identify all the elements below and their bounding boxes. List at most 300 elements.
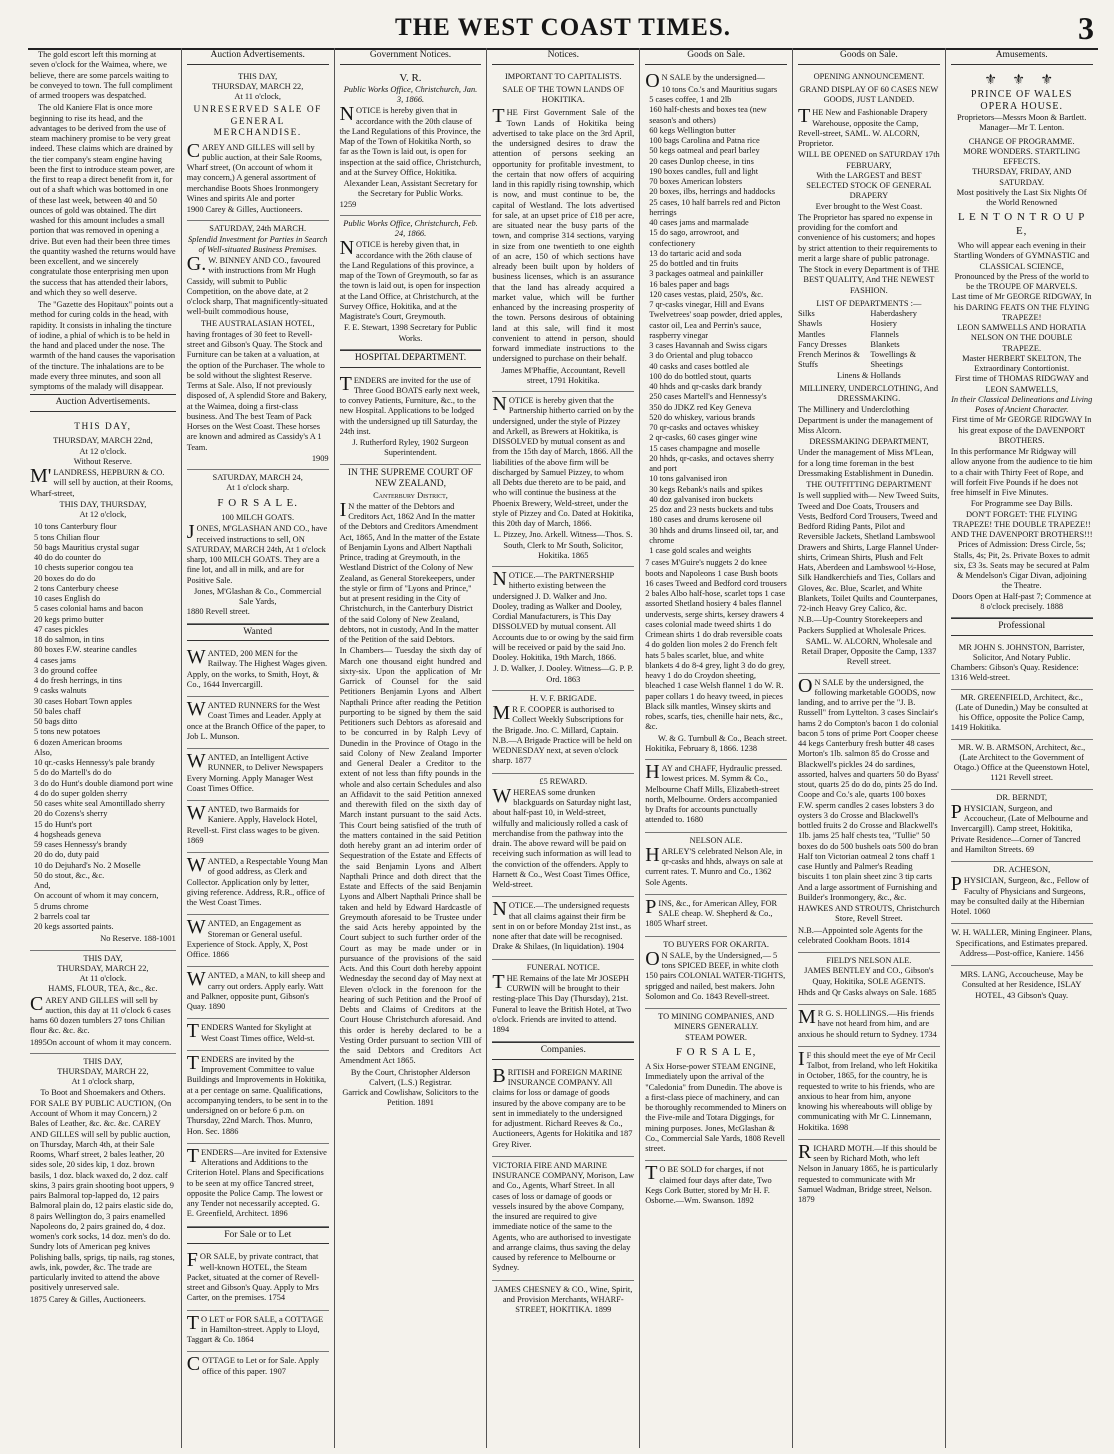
list-item: Blankets <box>870 339 900 349</box>
auction-goats <box>187 470 329 623</box>
list-item: 5 tons new potatoes <box>34 727 101 737</box>
list-item: 18 do salmon, in tins <box>34 635 105 645</box>
section-goods-on-sale: Goods on Sale. <box>645 48 787 65</box>
section-government-notices: Government Notices. <box>340 48 482 65</box>
ad-footer: 1909 <box>311 453 329 463</box>
list-item: 10 tons Co.'s and Mauritius sugars <box>661 84 778 94</box>
act-listing: LEON SAMWELLS AND HORATIA NELSON ON THE DOUBLE TRAPEZE. <box>957 323 1087 353</box>
ad-body: Under the management of Miss M'Lean, for a long time foreman in the best Dressmaking Establishment in Dunedin. <box>797 448 934 478</box>
ad-date: THURSDAY, MARCH 22, <box>212 81 304 91</box>
column-6 <box>792 48 945 1448</box>
list-item: 50 cases white seal Amontillado sherry <box>34 799 165 809</box>
notice-heading: IMPORTANT TO CAPITALISTS. <box>504 71 622 81</box>
ad-heading: DON'T FORGET: THE FLYING TRAPEZE! THE DOUBLE TRAPEZE!! AND THE DAVENPORT BROTHERS!!! <box>950 509 1093 540</box>
list-item: 3 cases Havannah and Swiss cigars <box>649 341 768 351</box>
ad-heading: DRESSMAKING DEPARTMENT, <box>809 437 929 447</box>
ad-date: THURSDAY, MARCH 22, <box>57 1067 149 1077</box>
goods-hay-chaff <box>645 760 787 833</box>
wanted-ad <box>187 645 329 697</box>
court-body: In Chambers— Tuesday the sixth day of March one thousand eight hundred and sixty-six. Upon the application of Mr Garrick of Counsel for the said Petitioners Benjamin Lyons and Albert Napthali Prince after reading the Petition purporting to be signed by them the said Petitioners such Debtors as aforesaid and to be concurred in by Ralph Levy of Dunedin in the Province of Otago in the said Colony of New Zealand Importer and General Dealer a Creditor to the extent of not less than fifty pounds in the whole and also certain Schedules and also an Affidavit to the said Petition annexed and therewith filed on the sixth day of March instant pursuant to the said Acts. This Court being satisfied of the truth of the matters contained in the said Petition doth hereby grant an ad interim order of Sequestration of the Estate and Effects of the said Benjamin Lyons and Albert Napthali Prince and doth direct that the Estate and Effects of the said Benjamin Lyons and Albert Napthali Prince shall be taken and held by Edward Hardcastle of Greymouth aforesaid to be Trustee under the said Acts hereby appointed by the Court subject to such further order of the Court as may be made under or in pursuance of the provisions of the said Acts. And this Court doth hereby appoint Wednesday the second day of May next at Eleven o'clock in the forenoon for the hearing of such Petition and the Proof of Debts and Claims of Creditors at the Court House Christchurch aforesaid. And this order is hereby declared to be a Vesting Order pursuant to section VIII of the said Debtors and Creditors Act Amendment Act 1865. <box>339 646 482 1066</box>
goods-item-list <box>645 85 787 557</box>
act-listing: Last time of Mr GEORGE RIDGWAY, In his DARING FEATS ON THE FLYING TRAPEZE! <box>951 292 1092 322</box>
list-item: 4 do fresh herrings, in tins <box>34 676 122 686</box>
company-chesney <box>492 1281 634 1322</box>
list-item: Mantles <box>797 329 825 339</box>
ad-signature: Jones, M'Glashan & Co., Commercial Sale Yards, <box>194 586 322 607</box>
ad-body: ON SALE by the undersigned, the following marketable GOODS, now landing, and to arrive per the "J. B. Russell" from Lyttelton. 3 cases Sinclair's hams 2 do Compton's bacon 1 do colonial bacon 5 tons of prime Port Cooper cheese 44 kegs Canterbury fresh butter 48 cases Morton's 1lb. salmon 85 do Crosse and Blackwell's pickles 24 do sardines, assorted, halves and quarters 50 do Byass' stout, quarts 25 do do do, pints 25 do Ind. Coope and Co.'s ale, quarts 100 boxes F.W. sperm candles 2 cases lobsters 3 do oysters 3 do Crosse and Blackwell's bottled fruits 2 do Crosse and Blackwell's 1lb. jams 25 half chests tea, "Tullie" 50 boxes do do 500 bushels oats 500 do bran Half ton Victorian oatmeal 2 tons chaff 1 case Huntly and Palmer's Reading biscuits 1 ton plain sheet zinc 3 tip carts And a large assortment of Furnishing and Builder's Ironmongery, &c., &c. <box>797 674 939 902</box>
list-item: Flannels <box>870 329 899 339</box>
ad-footer: Hhds and Qr Casks always on Sale. 1685 <box>797 987 937 997</box>
column-3 <box>334 48 487 1448</box>
list-item: And, <box>34 881 51 891</box>
ad-body: HARLEY'S celebrated Nelson Ale, in qr-casks and hhds, always on sale at current rates. T. Munro and Co., 1362 Sole Agents. <box>645 843 783 887</box>
list-item: 100 do do bottled stout, quarts <box>649 371 752 381</box>
list-item: 120 cases vestas, plaid, 250's, &c. <box>649 289 764 299</box>
act-listing: In their Classical Delineations and Living Poses of Ancient Character. <box>951 394 1093 415</box>
ad-intro: ON SALE by the undersigned— <box>645 69 765 92</box>
news-escort: The gold escort left this morning at seven o'clock for the Waimea, where, we believe, there are some parcels waiting to be conveyed to town. The full compliment of armed troopers was despatched. <box>30 50 173 100</box>
ad-heading: SATURDAY, 24th MARCH. <box>209 224 307 234</box>
list-item: Silks <box>797 309 815 319</box>
section-companies: Companies. <box>492 1042 634 1060</box>
notice-heading: FUNERAL NOTICE. <box>526 962 600 972</box>
for-sale-ad <box>187 1248 329 1310</box>
ad-body: TENDERS Wanted for Skylight at West Coast Times office, Weld-st. <box>186 1020 315 1043</box>
ad-body: The Millinery and Underclothing Department is under the management of Miss Alcorn. <box>797 405 933 435</box>
court-heading: IN THE SUPREME COURT OF NEW ZEALAND, <box>347 467 474 490</box>
ad-heading: MILLINERY, UNDERCLOTHING, And DRESSMAKING. <box>799 383 939 404</box>
ad-body: MR. GREENFIELD, Architect, &c., (Late of Dunedin,) May be consulted at his Office, opposite the Police Camp, <box>955 692 1088 723</box>
ad-heading: NELSON ALE. <box>689 835 743 845</box>
prof-johnston <box>951 640 1093 690</box>
goods-nelson-ale <box>645 833 787 895</box>
ad-heading: LIST OF DEPARTMENTS :— <box>816 298 922 308</box>
list-item: 50 bags ditto <box>34 717 78 727</box>
list-item: 47 cases pickles <box>34 624 88 634</box>
court-signature: Garrick and Cowlishaw, Solicitors to the Petition. 1891 <box>342 1088 479 1108</box>
column-7 <box>945 48 1098 1448</box>
list-item: 180 cases and drums kerosene oil <box>649 515 762 525</box>
list-item: 6 dozen American brooms <box>34 737 123 747</box>
list-item: 13 do tartaric acid and soda <box>649 248 742 258</box>
notice-body: NOTICE is hereby given that the Partnership hitherto carried on by the undersigned, under the style of Pizzey and Arkell, as Brewers at Hokitika, is DISSOLVED by mutual consent as and from the 15th day of March, 1866. All the liabilities of the above firm will be discharged by Samuel Pizzey, to whom all Debts due thereto are to be paid, and who will continue the business at the Phoenix Brewery, Weld-street, under the style of Pizzey and Co. Dated at Hokitika, this 20th day of March, 1866. <box>492 393 634 529</box>
list-item: 20 hhds, qr-casks, and octaves sherry and port <box>649 453 774 474</box>
court-district: Canterbury District, <box>373 490 448 500</box>
ad-heading: FIELD'S NELSON ALE. <box>826 956 912 966</box>
ad-body: MRS. LANG, Accoucheuse, May be Consulted at her Residence, ISLAY HOTEL, 43 Gibson's Quay. <box>960 970 1084 1000</box>
prince-of-wales-feathers-icon: ⚜ ⚜ ⚜ <box>984 72 1059 88</box>
ad-time: At 12 o'clock, <box>79 510 127 520</box>
ad-heading: HAMS, FLOUR, TEA, &c., &c. <box>48 984 158 994</box>
notice-signature: J. D. Walker, J. Dooley. Witness—G. P. P. Ord. 1863 <box>493 664 634 684</box>
court-body: IN the matter of the Debtors and Creditors Act, 1862 And In the matter of the Debtors and Creditors Amendment Act, 1865, And In the matter of the Estate of Benjamin Lyons and Albert Napthali Prince, trading at Greymouth, in the Westland District of the Colony of New Zealand, as General Storekeepers, under the style or firm of "Lyons and Prince," but at present residing in the City of Christchurch, in the Canterbury District of the said Colony of New Zealand, debtors, not in custody, And In the matter of the Petition of the said Debtors. <box>339 498 480 645</box>
prof-armson <box>951 740 1093 790</box>
ad-body: HAY and CHAFF, Hydraulic pressed. lowest prices. M. Symm & Co., Melbourne Chaff Mills, Elizabeth-street north, Melbourne. Orders accompanied by Drafts for accounts punctually attended to. 1680 <box>645 761 783 825</box>
ad-time: At 1 o'clock sharp, <box>71 1077 135 1087</box>
list-item: 15 do sago, arrowroot, and confectionery <box>649 228 739 248</box>
list-item: 50 kegs oatmeal and pearl barley <box>649 146 760 156</box>
notice-capitalists <box>492 69 634 393</box>
ad-note: N.B.—Appointed sole Agents for the celebrated Cookham Boots. 1814 <box>797 925 923 945</box>
ad-body: M'LANDRESS, HEPBURN & CO. will sell by auction, at their Rooms, Wharf-street, <box>30 465 173 498</box>
personal-hollings <box>798 1005 940 1047</box>
ad-body: WANTED, a MAN, to kill sheep and carry out orders. Apply early. Watt and Palkner, opposite punt, Gibson's Quay. 1890 <box>186 968 325 1012</box>
list-item: 10 tons Canterbury flour <box>34 522 117 532</box>
ad-footer: 1259 <box>339 199 357 209</box>
ad-body: CAREY AND GILLES will sell by auction, this day at 11 o'clock 6 cases hams 60 dozen tumblers 27 tons Chilian flour &c. &c. &c. <box>30 992 171 1036</box>
goods-turnbull <box>645 69 787 761</box>
list-item: 10 tons galvanised iron <box>649 474 728 484</box>
list-item: 190 boxes candles, full and light <box>649 166 759 176</box>
list-item: 10 cases English do <box>34 594 101 604</box>
list-item: 2 barrels coal tar <box>34 911 91 921</box>
list-item: 20 do do, duty paid <box>34 850 99 860</box>
prof-berndt <box>951 790 1093 863</box>
wanted-ad <box>187 915 329 967</box>
ad-heading: With the LARGEST and BEST SELECTED STOCK OF GENERAL DRAPERY <box>806 170 932 201</box>
ad-body: WANTED, an Intelligent Active RUNNER, to Deliver Newspapers Every Morning. Apply Manager West Coast Times Office. <box>186 750 324 793</box>
list-item: 2 tons Canterbury cheese <box>34 583 119 593</box>
ad-body: WANTED, 200 MEN for the Railway. The Highest Wages given. Apply, on the works, to Smith, Hoyt, & Co., 1644 Invercargill. <box>186 646 328 689</box>
ad-body: In this performance Mr Ridgway will allow anyone from the audience to tie him to a chair with Thirty Feet of Rope, and will forfeit Five Pounds if he does not free himself in Five Minutes. <box>950 447 1093 498</box>
notice-heading: H. V. F. BRIGADE. <box>529 693 597 703</box>
company-victoria <box>492 1157 634 1281</box>
goods-list-continued: 7 cases M'Guire's nuggets 2 do knee boots and Napoleons 1 case Bush boots 16 cases Tweed and Bedford cord trousers 2 bales Albo half-hose, scarlet tops 1 case assorted Shetland hosiery 4 bales flannel undervests, serge shirts, kersey drawers 4 cases colonial made tweed shirts 1 do Crimean shirts 1 do drab reversible coats 4 do golden lion moles 2 do French felt hats 5 bales scarlet, blue, and white blankets 4 do 8-4 grey, light 3 do do grey, heavy 1 do do Croydon sheeting, bleached 1 case Welsh flannel 1 do W. R. paper collars 1 do heavy tweed, in pieces Black silk mantles, Winsey skirts and robes, scarfs, ties, chenille hair nets, &c., &c. <box>645 558 787 732</box>
ad-day: THIS DAY, <box>83 953 123 963</box>
ad-time: At 11 o'clock. <box>79 974 127 984</box>
ad-body: Is well supplied with— New Tweed Suits, Tweed and Doe Coats, Trousers and Vests, Bedford Cord Trousers, Tweed and Bedford Riding Pants, Pilot and Reversible Jackets, Shetland Lambswool Drawers and Shirts, Large Flannel Under-shirts, Crimean Shirts, Plush and Felt Hats, Aberdeen and Lambswool ½-Hose, Silk Handkerchiefs and Ties, Collars and Gloves, &c. Blue, Scarlet, and White Blankets, Toilet Quilts and Counterpanes, 72-inch Heavy Grey Calico, &c. <box>797 491 940 614</box>
ad-subheading: STEAM POWER. <box>685 1032 748 1042</box>
theatre-proprietors: Proprietors—Messrs Moon & Bartlett. <box>957 113 1087 123</box>
list-item: 350 do JDKZ red Key Geneva <box>649 402 752 412</box>
notice-drake <box>492 897 634 959</box>
wanted-ad <box>187 697 329 749</box>
ad-body: RICHARD MOTH.—If this should be seen by Richard Moth, who left Nelson in January 1865, he is particularly requested to communicate with Mr Samuel Wadman, Bridge street, Nelson. 1879 <box>797 1140 938 1205</box>
tender-ad <box>187 1144 329 1227</box>
ad-heading: F O R S A L E. <box>217 496 298 509</box>
ad-heading: DR. ACHESON, <box>993 865 1051 875</box>
notice-signature: L. Pizzey, Jno. Arkell. Witness—Thos. S. South, Clerk to Mr South, Solicitor, Hokitika. 1865 <box>493 530 633 560</box>
ad-footer: 1880 Revell street. <box>186 607 250 617</box>
columns <box>28 48 1098 1448</box>
list-item: 20 boxes do do do <box>34 573 96 583</box>
list-item: 70 qr-casks and octaves whiskey <box>649 423 759 433</box>
notice-signature: Alexander Lean, Assistant Secretary for the Secretary for Public Works. <box>343 179 478 199</box>
personal-moth <box>798 1140 940 1212</box>
ad-heading: 100 MILCH GOATS. <box>221 513 295 523</box>
department-list-right <box>870 309 939 371</box>
govt-notice-hokitika-map <box>340 69 482 216</box>
list-item: 5 cases coffee, 1 and 2lb <box>649 95 732 105</box>
list-item: 15 cases champagne and moselle <box>649 443 760 453</box>
ad-heading: DR. BERNDT, <box>996 792 1048 802</box>
list-item: Fancy Dresses <box>797 339 847 349</box>
list-item: 160 half-chests and boxes tea (new season's and others) <box>649 105 767 125</box>
notice-body: WHEREAS some drunken blackguards on Saturday night last, about half-past 10, in Weld-street, wilfully and maliciously rolled a cask of merchandise from the pathway into the drain. The above reward will be paid on receiving such information as will lead to the conviction of the offenders. Apply to Harnett & Co., West Coast Times Office, Weld-street. <box>492 784 632 890</box>
list-item: 5 cases colonial hams and bacon <box>34 604 144 614</box>
ad-time: At 12 o'clock. <box>79 446 127 456</box>
notice-body: NOTICE.—The PARTNERSHIP hitherto existing between the undersigned J. D. Walker and Jno. Dooley, trading as Walker and Dooley, Cordial Manufacturers, is This Day DISSOLVED by mutual consent. All Accounts due to or owing by the said firm will be received or paid by the said Jno. Dooley. Hokitika, 19th March, 1866. <box>492 568 634 663</box>
list-item: Hosiery <box>870 319 897 329</box>
list-item: 59 cases Hennessy's brandy <box>34 840 127 850</box>
list-item: 70 boxes American lobsters <box>649 177 742 187</box>
section-hospital: HOSPITAL DEPARTMENT. <box>340 350 482 368</box>
ad-body: ON SALE, by the Undersigned,— 5 tons SPICED BEEF, in white cloth 150 pairs COLONIAL WATER-TIGHTS, sprigged and nailed, best makers. John Solomon and Co. 1843 Revell-street. <box>645 947 786 1001</box>
column-1 <box>28 48 181 1448</box>
newspaper-title: THE WEST COAST TIMES. <box>395 14 731 41</box>
list-item: 100 bags Carolina and Patna rice <box>649 136 760 146</box>
list-item: Linens & Hollands <box>837 370 901 380</box>
column-2 <box>181 48 334 1448</box>
ad-time: At 11 o'clock, <box>234 92 281 102</box>
notice-heading: £5 REWARD. <box>539 776 588 786</box>
list-item: 3 do ground coffee <box>34 665 98 675</box>
list-item: 16 bales paper and bags <box>649 279 730 289</box>
ad-footer: 1895On account of whom it may concern. <box>30 1037 172 1047</box>
ad-day: THIS DAY, <box>74 421 132 432</box>
opera-house-ad <box>951 69 1093 619</box>
auction-item-list <box>30 522 176 932</box>
ad-body: Pronounced by the Press of the world to be the TROUPE OF MARVELS. <box>954 271 1089 292</box>
list-item: 30 hhds and drums linseed oil, tar, and chrome <box>649 525 779 545</box>
ad-heading: MORE WONDERS. STARTLING EFFECTS. <box>963 146 1081 167</box>
ad-body: JONES, M'GLASHAN AND CO., have received instructions to sell, ON SATURDAY, MARCH 24th, At 1 o'clock sharp, 100 MILCH GOATS. They are a fine lot, and all in milk, and are for Positive Sale. <box>186 521 328 585</box>
wanted-ad <box>187 853 329 915</box>
personal-talbot <box>798 1047 940 1140</box>
list-item: 20 kegs primo butter <box>34 614 104 624</box>
news-iodine: The "Gazette des Hopitaux" points out a method for curing colds in the head, with rapidity. It consists in inhaling the tincture of iodine, a phial of which is to be held in the hand and placed under the nose. The warmth of the hand causes the vaporisation of the tincture. The inhalations are to be made every three minutes, and soon all symptoms of the malady will disappear. <box>30 300 176 391</box>
ad-body: JAMES BENTLEY and CO., Gibson's Quay, Hokitika, SOLE AGENTS. <box>804 966 934 986</box>
list-item: 25 cases, 10 half barrels red and Picton herrings <box>649 197 781 217</box>
wanted-ad <box>187 801 329 853</box>
court-signature: By the Court, Christopher Alderson Calvert, (L.S.) Registrar. <box>350 1067 471 1087</box>
list-item: 3 do do Hunt's double diamond port wine <box>34 778 173 788</box>
goods-okarita <box>645 937 787 1010</box>
list-item: 10 qr.-casks Hennessy's pale brandy <box>34 758 155 768</box>
ad-body: TENDERS—Are invited for Extensive Alterations and Additions to the Criterion Hotel. Plans and Specifications to be seen at my office Tancred street, opposite the Police Camp. The lowest or any Tender not necessarily accepted. G. E. Greenfield, Architect. 1896 <box>186 1144 327 1219</box>
list-item: 40 do do counter do <box>34 553 101 563</box>
column-5 <box>639 48 792 1448</box>
notice-body: THE First Government Sale of the Town Lands of Hokitika being advertised to take place on the 3rd April, the undersigned desires to draw the attention of persons seeking an opportunity for profitable investment, to the certain that now offers of acquiring land in this rapidly rising township, which is now, and must continue to be, the capital of Westland. The lots advertised for sale, at an upset price of £18 per acre, are situated near the busy parts of the town, and comprise 314 sections, varying in size from one twentieth to one eighth of an acre, 150 of which sections have already been built upon by holders of business licenses, which is an assurance that the land has already acquired a market value, which will be further enhanced by the increasing prosperity of the town. Persons desirous of obtaining land at this sale, will find it most convenient to attend in person, should forward immediate instructions to the undersigned to purchase on their behalf. <box>492 105 635 364</box>
ad-body: G.W. BINNEY AND CO., favoured with instructions from Mr Hugh Cassidy, will submit to Public Competition, on the above date, at 2 o'clock sharp, That magnificently-situated well-built commodious house, <box>186 253 328 317</box>
ad-body: FOR SALE BY PUBLIC AUCTION, (On Account of Whom it may Concern,) 2 Bales of Leather, &c. &c. &c. CAREY AND GILLES will sell by public auction, on Thursday, March 4th, at their Sale Rooms, Wharf street, 2 bales leather, 20 sides sole, 20 sides kip, 1 doz. brown basils, 1 doz. black waxed do, 2 doz. calf skins, 3 pairs grain shooting boot uppers, 9 pairs Balmoral top-lapped do, 12 pairs Balmoral plain do, 12 pairs elastic side do, 8 pairs Wellington do, 3 pairs enamelled Napoleons do, 2 pairs grained do, 4 doz. women's cork socks, 14 doz. men's do do. Sundry lots of American peg knives Polishing balls, sprigs, tip nails, rag stones, awls, ink, powder, &c. The trade are particularly invited to attend the above positively unreserved sale. <box>30 1098 175 1293</box>
ad-body: A Six Horse-power STEAM ENGINE, Immediately upon the arrival of the "Caledonia" from Dunedin. The above is a first-class piece of machinery, and can be thoroughly recommended to Miners on the Five-mile and Totara Diggings, for mining purposes. Jones, McGlashan & Co., Commercial Sale Yards, 1808 Revell street. <box>645 1062 787 1154</box>
ad-body: The Proprietor has spared no expense in providing for the comfort and convenience of his customers; and hopes by strict attention to their requirements to merit a large share of public patronage. <box>797 212 938 263</box>
notice-body: TENDERS are invited for the use of Three Good BOATS early next week, to convey Patients, Furniture, &c., to the new Hospital. Applications to be lodged with the undersigned up till Saturday, the 24th inst. <box>339 372 480 436</box>
act-listing: First time of Mr GEORGE RIDGWAY In his great expose of the DAVENPORT BROTHERS. <box>951 415 1092 445</box>
list-item: 9 casks walnuts <box>34 686 87 696</box>
list-item: 40 casks and cases bottled ale <box>649 361 749 371</box>
list-item: 5 tons Chilian flour <box>34 532 100 542</box>
ad-footer: 1419 Hokitika. <box>950 723 1002 733</box>
ad-heading: TO BUYERS FOR OKARITA. <box>663 939 769 949</box>
auction-unreserved <box>187 69 329 222</box>
ad-body: MR. W. B. ARMSON, Architect, &c., (Late Architect to the Government of Otago.) Office at the Queenstown Hotel, 1121 Revell street. <box>953 742 1090 783</box>
prof-greenfield <box>951 690 1093 740</box>
ad-body: Who will appear each evening in their Startling Wonders of GYMNASTIC and CLASSICAL SCIENCE, <box>953 241 1090 271</box>
list-item: 520 do whiskey, various brands <box>649 412 755 422</box>
list-item: 4 do do super golden sherry <box>34 788 128 798</box>
goods-cork-butter <box>645 1161 787 1212</box>
list-item: 15 do Hunt's port <box>34 819 93 829</box>
ad-heading: THURSDAY, FRIDAY, AND SATURDAY. <box>972 167 1072 187</box>
ad-heading: To Boot and Shoemakers and Others. <box>40 1087 166 1097</box>
auction-carey-leather <box>30 1054 176 1310</box>
list-item: 7 qr-casks vinegar, Hill and Evans Twelvetrees' soap powder, dried apples, castor oil, Lea and Perrin's sauce, raspberry vinegar <box>649 300 783 340</box>
list-item: 5 do do Martell's do do <box>34 768 112 778</box>
tender-ad <box>187 1019 329 1051</box>
list-item: 25 doz and 23 nests buckets and tubs <box>649 505 774 515</box>
list-item: 50 do stout, &c., &c. <box>34 870 105 880</box>
section-notices: Notices. <box>492 48 634 65</box>
ad-note: Most positively the Last Six Nights Of the World Renowned <box>956 187 1087 208</box>
notice-pizzey <box>492 392 634 567</box>
ad-body: PHYSICIAN, Surgeon, and Accoucheur, (Late of Melbourne and Invercargill). Camp street, Hokitika, Private Residence—Corner of Tancred and Hamilton Streets. 69 <box>950 800 1088 854</box>
hotel-name: THE AUSTRALASIAN HOTEL, <box>200 318 315 328</box>
ad-body: MR JOHN S. JOHNSTON, Barrister, Solicitor, And Notary Public. <box>958 642 1085 662</box>
list-item: 20 boxes, ilbs, herrings and haddocks <box>649 187 776 197</box>
supreme-court-notice <box>340 465 482 1114</box>
auction-binney <box>187 221 329 470</box>
ad-signature: HAWKES AND STROUTS, Christchurch Store, Revell Street. <box>798 904 940 924</box>
wanted-ad <box>187 967 329 1019</box>
list-item: 3 packages oatmeal and painkiller <box>649 269 764 279</box>
page-number: 3 <box>1078 10 1094 46</box>
list-item: Towellings & Sheetings <box>870 350 917 370</box>
notice-body: NOTICE is hereby given that in accordance with the 20th clause of the Land Regulations of this Province, the Map of the Town of Hokitika North, so far as the Town is laid out, is open for inspection at the said office, Christchurch, and at the Survey Office, Hokitika. <box>339 103 482 177</box>
notice-signature: F. E. Stewart, 1398 Secretary for Public Works. <box>343 323 478 343</box>
notice-body: MR F. COOPER is authorised to Collect Weekly Subscriptions for the Brigade. Jno. C. Millard, Captain. N.B.—A Brigade Practice will be held on WEDNESDAY next, at seven o'clock sharp. 1877 <box>492 702 632 766</box>
section-amusements: Amusements. <box>951 48 1093 65</box>
list-item: 40 cases jams and marmalade <box>649 218 749 228</box>
notice-subheading: SALE OF THE TOWN LANDS OF HOKITIKA. <box>502 84 625 105</box>
ad-body: TO LET or FOR SALE, a COTTAGE in Hamilton-street. Apply to Lloyd, Taggart & Co. 1864 <box>186 1311 324 1345</box>
theatre-name: PRINCE OF WALES OPERA HOUSE. <box>970 88 1073 112</box>
section-auction-advertisements: Auction Advertisements. <box>30 394 176 412</box>
ad-body: COTTAGE to Let or for Sale. Apply office of this paper. 1907 <box>186 1353 319 1376</box>
list-item: 1 case gold scales and weights <box>649 546 752 556</box>
list-item: 30 cases Hobart Town apples <box>34 696 132 706</box>
notice-body: NOTICE.—The undersigned requests that all claims against their firm be sent in on or before Monday 21st inst., as none after that date will be recognised. Drake & Shilaes, (In liquidation). 1904 <box>492 898 632 952</box>
ad-body: IF this should meet the eye of Mr Cecil Talbot, from Ireland, who left Hokitika in October, 1865, for the country, he is requested to write to his friends, who are anxious to hear from him, anyone knowing his whereabouts will oblige by communicating with Mr C. Linnemann, Hokitika. 1698 <box>797 1047 938 1132</box>
list-item: Also, <box>34 747 52 757</box>
list-item: 25 do bottled and tin fruits <box>649 259 739 269</box>
list-item: 2 qr-casks, 60 cases ginger wine <box>649 433 758 443</box>
goods-steam-engine <box>645 1009 787 1161</box>
list-item: 20 cases Dunlop cheese, in tins <box>649 156 754 166</box>
company-british-foreign <box>492 1064 634 1157</box>
admission-prices: Prices of Admission: Dress Circle, 5s; Stalls, 4s; Pit, 2s. Private Boxes to admit six, £3 3s. Seats may be secured at Palm & Mendelson's Cigar Divan, adjoining the Theatre. <box>953 540 1090 591</box>
ad-heading: The Stock in every Department is of THE BEST QUALITY, And THE NEWEST FASHION. <box>798 265 939 295</box>
hawkes-strouts <box>798 674 940 954</box>
department-list <box>798 309 940 371</box>
list-item: 3 do Oriental and plug tobacco <box>649 351 753 361</box>
ad-body: PINS, &c., for American Alley, FOR SALE cheap. W. Shepherd & Co., 1805 Wharf street. <box>645 895 778 929</box>
section-professional: Professional <box>951 618 1093 636</box>
act-listing: First time of THOMAS RIDGWAY and LEON SAMWELLS, <box>954 374 1089 394</box>
ad-footer: 1900 Carey & Gilles, Auctioneers. <box>186 205 303 215</box>
ad-heading: THE OUTFITTING DEPARTMENT <box>806 480 932 490</box>
wanted-ad <box>187 749 329 801</box>
ad-heading: SATURDAY, MARCH 24, <box>212 473 303 483</box>
hospital-tender <box>340 372 482 465</box>
prof-waller <box>951 924 1093 966</box>
list-item: 80 boxes F.W. stearine candles <box>34 645 137 655</box>
ad-heading: OPENING ANNOUNCEMENT. <box>813 71 925 81</box>
list-item: 4 hogsheads geneva <box>34 829 101 839</box>
notice-place: Public Works Office, Christchurch, Jan. 3, 1866. <box>343 84 478 105</box>
column-4 <box>486 48 639 1448</box>
ad-day: THIS DAY, THURSDAY, <box>59 499 147 509</box>
ad-footer: No Reserve. 188-1001 <box>100 934 176 944</box>
section-wanted: Wanted <box>187 624 329 642</box>
ad-heading: WILL BE OPENED on SATURDAY 17th FEBRUARY, <box>798 150 940 170</box>
ad-body: MR G. S. HOLLINGS.—His friends have not heard from him, and are anxious he should return to Sydney. 1734 <box>797 1006 937 1039</box>
auction-mlandress <box>30 416 176 951</box>
list-item: 10 chests superior congou tea <box>34 563 134 573</box>
section-for-sale: For Sale or to Let <box>187 1227 329 1245</box>
prof-lang <box>951 966 1093 1007</box>
list-item: 60 kegs Wellington butter <box>649 125 736 135</box>
ad-body: WANTED RUNNERS for the West Coast Times and Leader. Apply at once at the Branch Office of the paper, to Job L. Munson. <box>186 698 326 741</box>
ad-body: TENDERS are invited by the Improvement Committee to value Buildings and Improvements in Hokitika, at a per centage on same. Qualifications, accompanying tenders, to be sent in to the undersigned on or before 6 p.m. on Thursday, 22nd March. Thos. Munro, Hon. Sec. 1886 <box>186 1051 328 1136</box>
section-goods-on-sale: Goods on Sale. <box>798 48 940 65</box>
ad-note: N.B.—Up-Country Storekeepers and Packers Supplied at Wholesale Prices. <box>797 615 926 635</box>
for-sale-ad <box>187 1311 329 1353</box>
prof-acheson <box>951 862 1093 924</box>
ad-body: WANTED, a Respectable Young Man of good address, as Clerk and Collector. Application only by letter, giving reference. Address, R.R., office of the West Coast Times. <box>186 854 328 908</box>
list-item: French Merinos & Stuffs <box>797 350 860 370</box>
ad-note: For Programme see Day Bills. <box>970 499 1073 509</box>
ad-reserve: Without Reserve. <box>73 456 133 466</box>
tender-ad <box>187 1051 329 1144</box>
list-item: 50 bags Mauritius crystal sugar <box>34 542 140 552</box>
notice-signature: J. Rutherford Ryley, 1902 Surgeon Superintendent. <box>352 438 469 458</box>
ad-body: WANTED, two Barmaids for Kaniere. Apply, Havelock Hotel, Revell-st. First class wages to be given. 1869 <box>186 802 320 845</box>
ad-heading: F O R S A L E, <box>675 1045 757 1058</box>
ad-body: FOR SALE, by private contract, that well-known HOTEL, the Steam Packet, situated at the corner of Revell-street and Gibson's Quay. Apply to Mrs Carter, on the premises. 1754 <box>186 1249 320 1303</box>
ad-body: THE New and Fashionable Drapery Warehouse, opposite the Camp, Revell-street, SAML. W. ALCORN, Proprietor. <box>797 105 928 149</box>
list-item: 20 do Cozens's sherry <box>34 809 108 819</box>
ad-note: Ever brought to the West Coast. <box>815 201 923 211</box>
ad-body: W. H. WALLER, Mining Engineer. Plans, Specifications, and Estimates prepared. Address—Post-office, Kaniere. 1456 <box>951 928 1092 958</box>
ad-date: THURSDAY, MARCH 22, <box>57 963 149 973</box>
door-times: Doors Open at Half-past 7; Commence at 8 o'clock precisely. 1888 <box>952 591 1092 611</box>
list-item: 20 kegs assorted paints. <box>34 922 114 932</box>
ad-heading: GRAND DISPLAY OF 60 CASES NEW GOODS, JUST LANDED. <box>799 84 939 105</box>
notice-body: THE Remains of the late Mr JOSEPH CURWIN will be brought to their resting-place This Day (Thursday), 21st. Funeral to leave the British Hotel, at Two o'clock. Friends are invited to attend. 1894 <box>492 970 632 1035</box>
list-item: 4 cases jams <box>34 655 76 665</box>
theatre-manager: Manager—Mr T. Lenton. <box>979 123 1065 133</box>
list-item: Haberdashery <box>870 309 917 319</box>
list-item: 50 bales chaff <box>34 706 81 716</box>
news-kaniere: The old Kaniere Flat is once more beginning to rise its head, and the advantages to be derived from the use of steam machinery promise to be very great indeed. These claims which are drained by the tier company's steam engine having been the first to introduce steam power, are the first to reap a direct benefit from it, for out of a shaft which was bottomed in one of these last week, between 40 and 50 ounces of gold was obtained. The dirt washed for this amount includes a small portion that was removed in opening a drive. But even had their been three times the quantity washed the returns would have been excellent, and we sincerely congratulate those enterprising men upon the success that has attended their labors, and which they so well deserve. <box>30 103 176 297</box>
ad-date: THURSDAY, MARCH 22nd, <box>53 436 153 446</box>
list-item: 5 drums chrome <box>34 901 89 911</box>
ad-body: WANTED, an Engagement as Storeman or General useful. Experience of Stock. Apply, X, Post Office. 1866 <box>186 916 308 960</box>
ad-footer: Hokitika, February 8, 1866. 1238 <box>645 743 758 753</box>
ad-heading: UNRESERVED SALE OF GENERAL MERCHANDISE. <box>193 105 322 139</box>
list-item: 10 do Dejuhard's No. 2 Moselle <box>34 860 141 870</box>
ad-day: THIS DAY, <box>238 71 278 81</box>
govt-notice-greymouth-map <box>340 216 482 350</box>
notice-funeral <box>492 960 634 1043</box>
company-body: VICTORIA FIRE AND MARINE INSURANCE COMPANY, Morison, Law and Co., Agents, Wharf Street. In all cases of loss or damage of goods or vessels insured by the above Company, the insured are required to give immediate notice of the same to the Agents, who are authorised to investigate and arrange claims, thus saving the delay caused by reference to Melbourne or Sydney. <box>492 1160 635 1273</box>
act-listing: Master HERBERT SKELTON, The Extraordinary Contortionist. <box>962 353 1082 374</box>
notice-body: NOTICE is hereby given that, in accordance with the 26th clause of the Land Regulations of this province, a map of the Town of Greymouth, so far as the town is laid out, is open for inspection at the Land Office, at Christchurch, at the Survey Office, Hokitika, and at the Magistrate's Court, Greymouth. <box>339 237 481 322</box>
alcorn-drapery <box>798 69 940 674</box>
ad-body: PHYSICIAN, Surgeon, &c., Fellow of Faculty of Physicians and Surgeons, may be consulted daily at the Hibernian Hotel. 1060 <box>950 873 1089 917</box>
